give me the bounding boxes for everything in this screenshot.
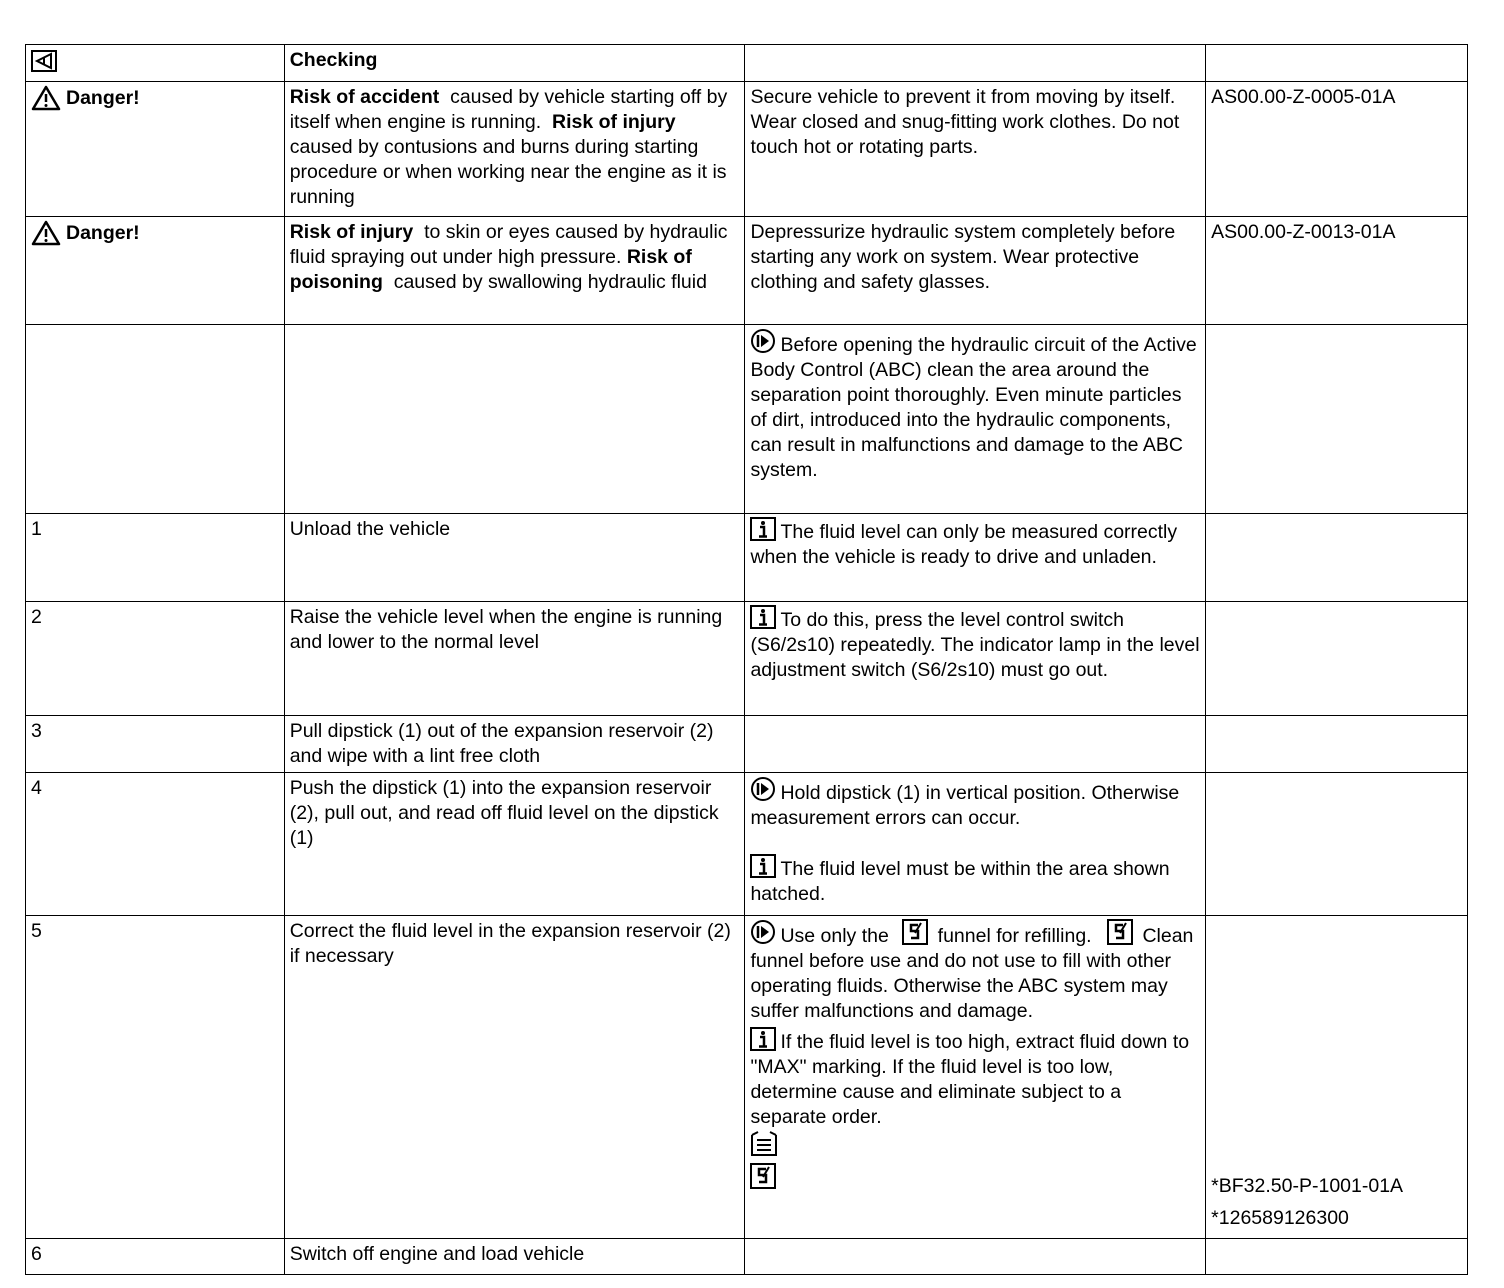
step-info: Hold dipstick (1) in vertical position. Otherwise measurement errors can occur. The fluid level must be within the area shown hatched. xyxy=(745,773,1206,916)
step-row-2 xyxy=(26,602,1468,716)
step-action: Raise the vehicle level when the engine is running and lower to the normal level xyxy=(284,602,745,716)
step-action: Push the dipstick (1) into the expansion reservoir (2), pull out, and read off fluid level on the dipstick (1) xyxy=(284,773,745,916)
step-number: 4 xyxy=(26,773,285,916)
doc-ref-link[interactable]: *BF32.50-P-1001-01A xyxy=(1211,1175,1404,1197)
note-cell: Before opening the hydraulic circuit of the Active Body Control (ABC) clean the area around the separation point thoroughly. Even minute particles of dirt, introduced into the hydraulic components, can result in malfunctions and damage to the ABC system. xyxy=(745,325,1206,514)
special-tool-icon xyxy=(1107,919,1133,945)
step-row-1 xyxy=(26,514,1468,602)
document-reference-icon xyxy=(750,1131,778,1157)
note-row xyxy=(26,325,1468,514)
info-icon xyxy=(750,854,776,878)
note-pointer-icon xyxy=(750,776,776,802)
danger-label: Danger! xyxy=(31,220,279,246)
step-action: Unload the vehicle xyxy=(284,514,745,602)
step-row-6 xyxy=(26,1239,1468,1275)
step-action: Correct the fluid level in the expansion reservoir (2) if necessary xyxy=(284,916,745,1239)
risk-text: Risk of injury to skin or eyes caused by hydraulic fluid spraying out under high pressure. Risk of poisoning caused by swallowing hydraulic fluid xyxy=(284,217,745,325)
note-pointer-icon xyxy=(750,919,776,945)
danger-label: Danger! xyxy=(31,85,279,111)
step-info: Use only the funnel for refilling. Clean funnel before use and do not use to fill with other operating fluids. Otherwise the ABC system may suffer malfunctions and damage. If the fluid level is too high, extract fluid down to "MAX" marking. If the fluid level is too low, determine cause and eliminate subject to a separate order. xyxy=(745,916,1206,1239)
step-row-3 xyxy=(26,716,1468,773)
step-number: 3 xyxy=(26,716,285,773)
info-icon xyxy=(750,517,776,541)
step-number: 6 xyxy=(26,1239,285,1275)
danger-row-1 xyxy=(26,82,1468,217)
special-tool-icon xyxy=(750,1163,776,1189)
procedure-arrow-icon xyxy=(31,50,57,72)
measure-text: Secure vehicle to prevent it from moving by itself. Wear closed and snug-fitting work clothes. Do not touch hot or rotating parts. xyxy=(745,82,1206,217)
info-icon xyxy=(750,1027,776,1051)
doc-code: AS00.00-Z-0005-01A xyxy=(1206,82,1468,217)
doc-code: AS00.00-Z-0013-01A xyxy=(1206,217,1468,325)
measure-text: Depressurize hydraulic system completely before starting any work on system. Wear protective clothing and safety glasses. xyxy=(745,217,1206,325)
step-row-5 xyxy=(26,916,1468,1239)
note-pointer-icon xyxy=(750,328,776,354)
risk-text: Risk of accident caused by vehicle starting off by itself when engine is running. Risk of injury caused by contusions and burns during starting procedure or when working near the engine as it is running xyxy=(284,82,745,217)
info-icon xyxy=(750,605,776,629)
special-tool-icon xyxy=(902,919,928,945)
step-action: Switch off engine and load vehicle xyxy=(284,1239,745,1275)
header-icon-cell xyxy=(26,45,285,82)
step-info: To do this, press the level control switch (S6/2s10) repeatedly. The indicator lamp in the level adjustment switch (S6/2s10) must go out. xyxy=(745,602,1206,716)
step-number: 5 xyxy=(26,916,285,1239)
warning-triangle-icon xyxy=(31,85,61,111)
step-row-4 xyxy=(26,773,1468,916)
danger-row-2 xyxy=(26,217,1468,325)
step-action: Pull dipstick (1) out of the expansion reservoir (2) and wipe with a lint free cloth xyxy=(284,716,745,773)
step-info: The fluid level can only be measured correctly when the vehicle is ready to drive and unladen. xyxy=(745,514,1206,602)
step-number: 1 xyxy=(26,514,285,602)
header-row xyxy=(26,45,1468,82)
procedure-table xyxy=(25,44,1468,1275)
step-number: 2 xyxy=(26,602,285,716)
header-title: Checking xyxy=(284,45,745,82)
tool-ref-link[interactable]: *126589126300 xyxy=(1211,1207,1349,1229)
ref-cell xyxy=(1206,916,1468,1239)
warning-triangle-icon xyxy=(31,220,61,246)
